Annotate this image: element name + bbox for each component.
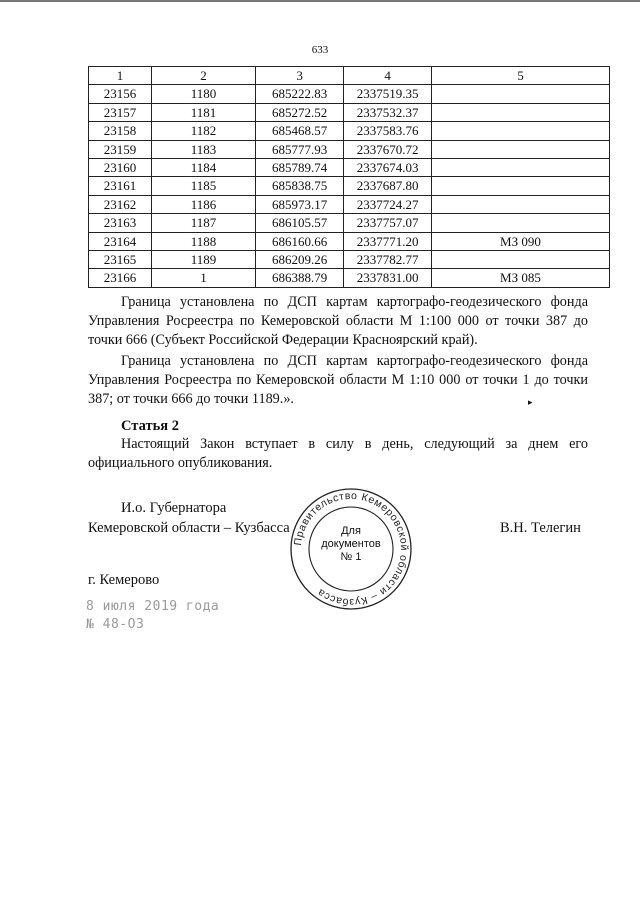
table-row	[89, 103, 610, 121]
table-cell: 1181	[152, 103, 256, 121]
column-header: 3	[255, 67, 344, 85]
table-cell: 686388.79	[255, 269, 344, 287]
column-header: 2	[152, 67, 256, 85]
table-cell: 1187	[152, 214, 256, 232]
table-cell: 23163	[89, 214, 152, 232]
city: г. Кемерово	[88, 572, 160, 588]
table-cell	[431, 103, 609, 121]
table-row	[89, 122, 610, 140]
table-cell: 686160.66	[255, 232, 344, 250]
table-cell: 23162	[89, 195, 152, 213]
table-row	[89, 140, 610, 158]
table-cell	[431, 140, 609, 158]
table-row	[89, 85, 610, 103]
table-cell	[431, 85, 609, 103]
column-header: 4	[344, 67, 432, 85]
table-cell: 1189	[152, 251, 256, 269]
table-cell	[431, 177, 609, 195]
paragraph-border-1	[88, 293, 588, 351]
table-cell	[431, 214, 609, 232]
table-cell: 1185	[152, 177, 256, 195]
table-cell: 23158	[89, 122, 152, 140]
article-text	[88, 435, 588, 473]
table-cell: 1184	[152, 159, 256, 177]
stamp-date: 8 июля 2019 года	[86, 599, 220, 614]
table-cell: 686105.57	[255, 214, 344, 232]
table-cell: 2337724.27	[344, 195, 432, 213]
table-cell: 2337782.77	[344, 251, 432, 269]
table-cell: 685789.74	[255, 159, 344, 177]
table-cell: 2337583.76	[344, 122, 432, 140]
signatory-position-line2: Кемеровской области – Кузбасса	[88, 520, 290, 536]
table-cell	[431, 195, 609, 213]
table-cell	[431, 122, 609, 140]
table-cell: 685838.75	[255, 177, 344, 195]
coordinates-table	[88, 66, 610, 288]
seal-center-line: документов	[321, 538, 381, 550]
table-cell	[431, 251, 609, 269]
table-cell: 1183	[152, 140, 256, 158]
paragraph-border-2-text: Граница установлена по ДСП картам картографо-геодезического фонда Управления Росреестра по Кемеровской области М 1:10 000 от точки 1 до точки 387; от точки 666 до точки 1189.».	[88, 353, 588, 408]
table-cell: МЗ 090	[431, 232, 609, 250]
table-cell: 685777.93	[255, 140, 344, 158]
table-cell: 2337831.00	[344, 269, 432, 287]
table-cell: 23156	[89, 85, 152, 103]
table-cell: 1182	[152, 122, 256, 140]
table-cell: 685272.52	[255, 103, 344, 121]
article-title: Статья 2	[121, 418, 179, 434]
table-cell: 2337674.03	[344, 159, 432, 177]
table-row	[89, 195, 610, 213]
table-cell: 23166	[89, 269, 152, 287]
table-cell: 23157	[89, 103, 152, 121]
signatory-position-line1: И.о. Губернатора	[121, 500, 227, 516]
table-cell: 1186	[152, 195, 256, 213]
table-row	[89, 159, 610, 177]
seal-center-line: Для	[341, 525, 361, 537]
table-cell: 1	[152, 269, 256, 287]
table-cell: 686209.26	[255, 251, 344, 269]
stray-mark: ▸	[528, 397, 533, 407]
table-row	[89, 269, 610, 287]
table-cell: 23159	[89, 140, 152, 158]
signatory-name: В.Н. Телегин	[500, 520, 581, 536]
table-cell: 685468.57	[255, 122, 344, 140]
table-cell: 1188	[152, 232, 256, 250]
table-cell: 23160	[89, 159, 152, 177]
seal-center-text	[316, 525, 386, 564]
seal-center-line: № 1	[340, 551, 362, 563]
table-cell: 685973.17	[255, 195, 344, 213]
table-cell: МЗ 085	[431, 269, 609, 287]
top-rule	[0, 0, 640, 2]
table-cell: 23161	[89, 177, 152, 195]
table-cell: 2337670.72	[344, 140, 432, 158]
column-header: 1	[89, 67, 152, 85]
table-cell: 1180	[152, 85, 256, 103]
table-header-row	[89, 67, 610, 85]
table-cell: 2337687.80	[344, 177, 432, 195]
article-text-content: Настоящий Закон вступает в силу в день, следующий за днем его официального опубликования.	[88, 436, 588, 472]
page-number: 633	[311, 44, 329, 56]
table-cell: 2337532.37	[344, 103, 432, 121]
table-cell: 2337771.20	[344, 232, 432, 250]
table-cell: 2337757.07	[344, 214, 432, 232]
column-header: 5	[431, 67, 609, 85]
table-row	[89, 177, 610, 195]
table-cell: 23164	[89, 232, 152, 250]
table-cell	[431, 159, 609, 177]
paragraph-border-1-text: Граница установлена по ДСП картам картографо-геодезического фонда Управления Росреестра по Кемеровской области М 1:100 000 от точки 387 до точки 666 (Субъект Российской Федерации Красноярский край).	[88, 294, 588, 349]
paragraph-border-2	[88, 352, 588, 410]
seal-ring-text: Правительство Кемеровской области – Кузбасса	[292, 489, 411, 609]
table-row	[89, 251, 610, 269]
stamp-number: № 48-ОЗ	[86, 617, 145, 632]
table-row	[89, 232, 610, 250]
table-row	[89, 214, 610, 232]
table-cell: 23165	[89, 251, 152, 269]
table-cell: 685222.83	[255, 85, 344, 103]
table-cell: 2337519.35	[344, 85, 432, 103]
